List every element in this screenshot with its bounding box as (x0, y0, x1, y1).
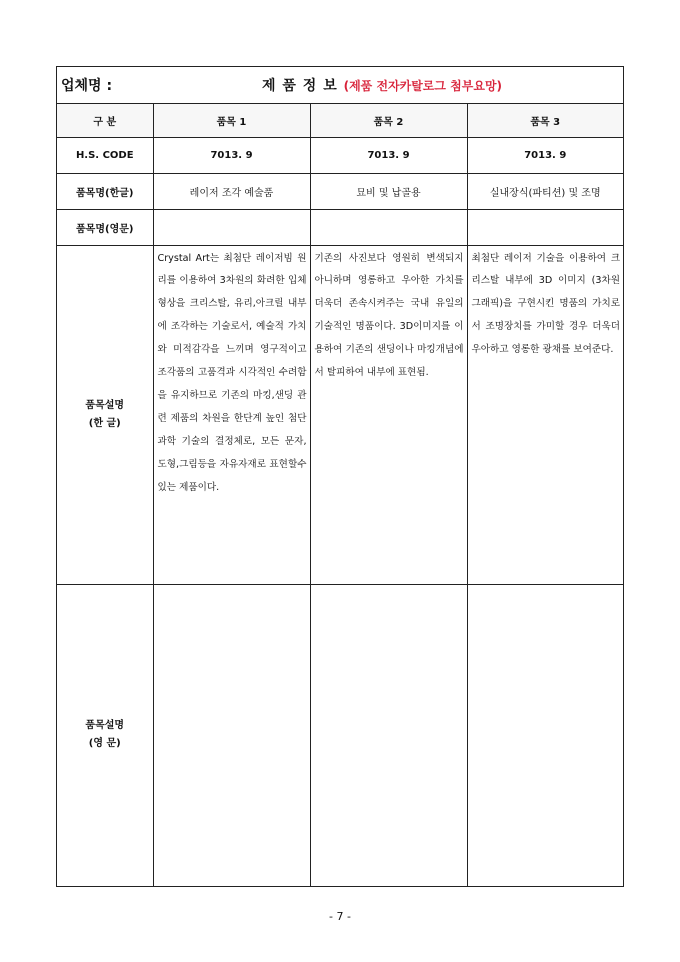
item1-description-english[interactable] (153, 584, 310, 886)
item2-description-english[interactable] (310, 584, 467, 886)
item3-header: 품목 3 (467, 104, 623, 137)
item3-hs-code: 7013. 9 (467, 137, 623, 173)
item2-hs-code: 7013. 9 (310, 137, 467, 173)
form-title (262, 75, 502, 95)
description-korean-label-line2: (한 글) (88, 417, 121, 429)
item1-name-korean: 레이저 조각 예술품 (153, 173, 310, 209)
item3-name-korean: 실내장식(파티션) 및 조명 (467, 173, 623, 209)
item2-name-english[interactable] (310, 209, 467, 245)
item3-description-korean: 최첨단 레이저 기술을 이용하여 크리스탈 내부에 3D 이미지 (3차원 그래픽)을 구현시킨 명품의 가치로서 조명장치를 가미할 경우 더욱더 우아하고 영롱한 광채를 보여준다. (467, 245, 623, 584)
product-info-table (57, 104, 623, 886)
catalog-attachment-note: (제품 전자카탈로그 첨부요망) (343, 79, 503, 93)
item1-description-korean: Crystal Art는 최첨단 레이저빔 원리를 이용하여 3차원의 화려한 입체형상을 크리스탈, 유리,아크릴 내부에 조각하는 기술로서, 예술적 가치와 미적감각을 느끼며 영구적이고 조각품의 고품격과 시각적인 수려함을 유지하므로 기존의 마킹,샌딩 관련 제품의 차원을 한단계 높인 첨단과학 기술의 결정체로, 모든 문자, 도형,그림등을 자유자재로 표현할수 있는 제품이다. (153, 245, 310, 584)
description-english-label (57, 584, 153, 886)
form-title-text: 제 품 정 보 (262, 78, 338, 94)
description-english-label-line2: (영 문) (88, 738, 121, 750)
item2-description-korean: 기존의 사진보다 영원히 변색되지 아니하며 영롱하고 우아한 가치를 더욱더 존속시켜주는 국내 유일의 기술적인 명품이다. 3D이미지를 이용하여 기존의 샌딩이나 마킹개념에서 탈피하여 내부에 표현됨. (310, 245, 467, 584)
column-header-row (57, 104, 623, 137)
description-korean-label (57, 245, 153, 584)
name-english-label: 품목명(영문) (57, 209, 153, 245)
item1-hs-code: 7013. 9 (153, 137, 310, 173)
description-korean-label-line1: 품목설명 (85, 399, 125, 411)
item1-name-english[interactable] (153, 209, 310, 245)
name-korean-label: 품목명(한글) (57, 173, 153, 209)
product-info-form (56, 66, 624, 887)
item3-name-english[interactable] (467, 209, 623, 245)
item2-header: 품목 2 (310, 104, 467, 137)
category-header: 구 분 (57, 104, 153, 137)
item1-header: 품목 1 (153, 104, 310, 137)
page-number: - 7 - (329, 910, 351, 923)
description-english-row (57, 584, 623, 886)
item3-description-english[interactable] (467, 584, 623, 886)
name-korean-row (57, 173, 623, 209)
hs-code-label: H.S. CODE (57, 137, 153, 173)
hs-code-row (57, 137, 623, 173)
description-korean-row (57, 245, 623, 584)
name-english-row (57, 209, 623, 245)
description-english-label-line1: 품목설명 (85, 720, 125, 732)
item2-name-korean: 묘비 및 납골용 (310, 173, 467, 209)
form-title-row (57, 67, 623, 104)
company-name-label: 업체명 : (61, 78, 113, 94)
